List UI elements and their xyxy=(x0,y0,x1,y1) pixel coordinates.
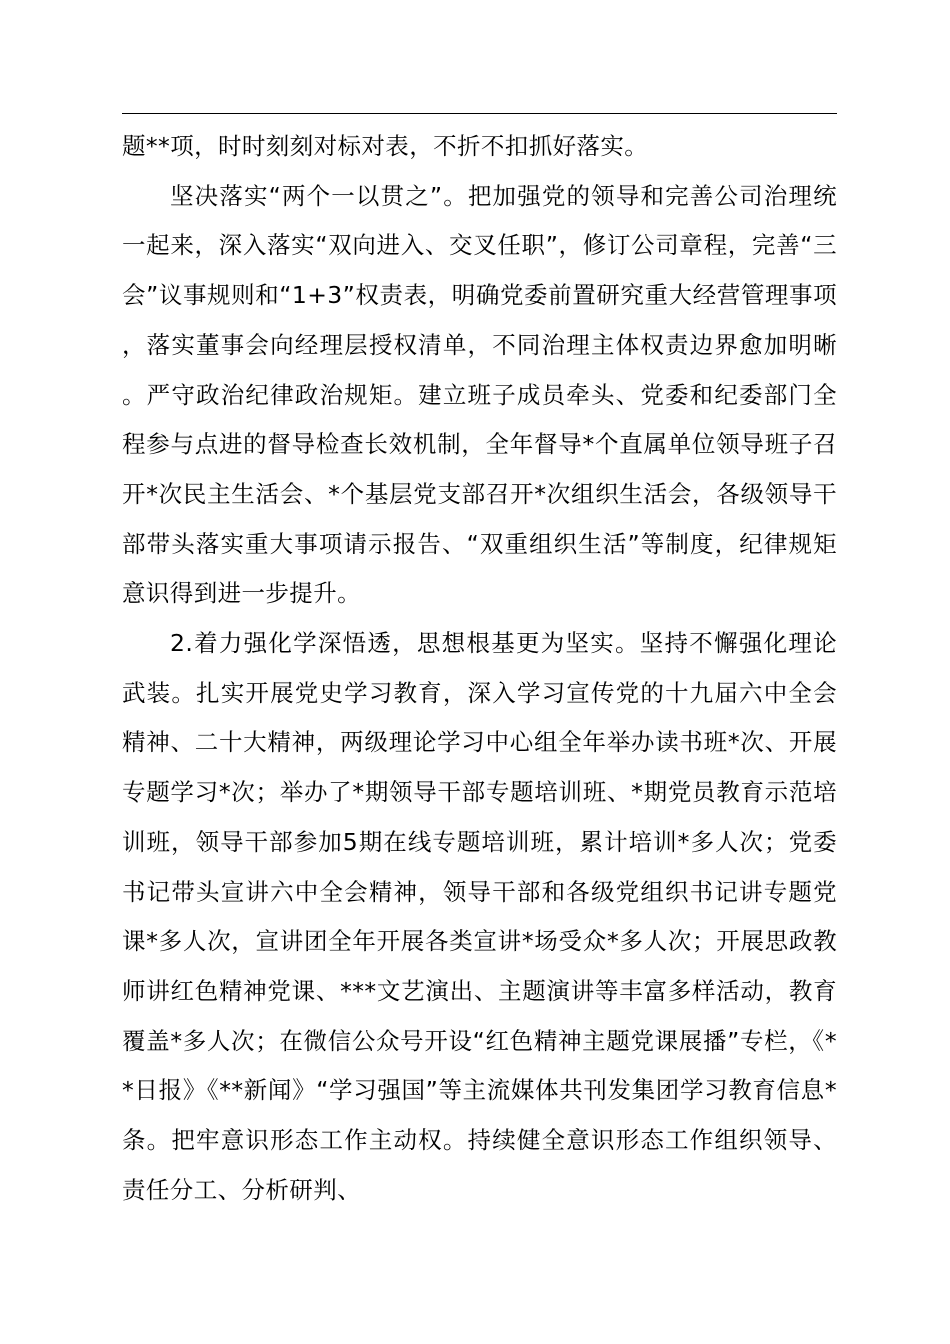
paragraph-two-consistently: 坚决落实“两个一以贯之”。把加强党的领导和完善公司治理统一起来，深入落实“双向进入、交叉任职”，修订公司章程，完善“三会”议事规则和“1+3”权责表，明确党委前置研究重大经营管理事项，落实董事会向经理层授权清单，不同治理主体权责边界愈加明晰。严守政治纪律政治规矩。建立班子成员牵头、党委和纪委部门全程参与点进的督导检查长效机制，全年督导*个直属单位领导班子召开*次民主生活会、*个基层党支部召开*次组织生活会，各级领导干部带头落实重大事项请示报告、“双重组织生活”等制度，纪律规矩意识得到进一步提升。 xyxy=(122,181,837,608)
paragraph-continuation: 题**项，时时刻刻对标对表，不折不扣抓好落实。 xyxy=(122,132,649,160)
paragraph-section-2: 2.着力强化学深悟透，思想根基更为坚实。坚持不懈强化理论武装。扎实开展党史学习教育，深入学习宣传党的十九届六中全会精神、二十大精神，两级理论学习中心组全年举办读书班*次、开展专题学习*次；举办了*期领导干部专题培训班、*期党员教育示范培训班，领导干部参加5期在线专题培训班，累计培训*多人次；党委书记带头宣讲六中全会精神，领导干部和各级党组织书记讲专题党课*多人次，宣讲团全年开展各类宣讲*场受众*多人次；开展思政教师讲红色精神党课、***文艺演出、主题演讲等丰富多样活动，教育覆盖*多人次；在微信公众号开设“红色精神主题党课展播”专栏，《**日报》《**新闻》“学习强国”等主流媒体共刊发集团学习教育信息*条。把牢意识形态工作主动权。持续健全意识形态工作组织领导、责任分工、分析研判、 xyxy=(122,629,837,1204)
header-rule xyxy=(122,113,837,114)
body-text xyxy=(122,122,837,1215)
